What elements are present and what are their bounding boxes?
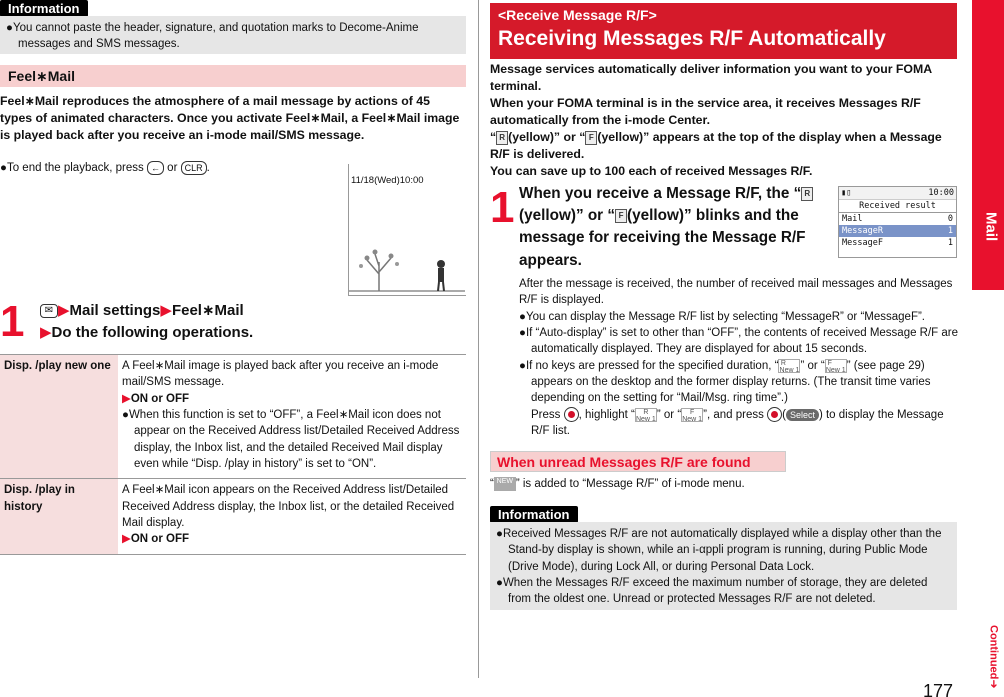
message-f-icon: F (585, 131, 597, 145)
info-label: Information (490, 506, 578, 523)
feel-mail-intro: Feel∗Mail reproduces the atmosphere of a mail message by actions of 45 types of animated characters. Once you activate Feel∗Mail, a Feel∗Mail image is played back after you receive an i-mode mail/SMS message. (0, 94, 460, 142)
new-message-f-icon: F New 1 (825, 359, 846, 374)
left-arrow-key-icon: ← (147, 161, 164, 175)
received-result-screen (838, 186, 957, 258)
info-box-right: ●Received Messages R/F are not automatically displayed while a display other than the Stand-by display is shown, while an i-αppli program is running, during Public Mode (Drive Mode), during Lock All, or during Personal Data Lock. ●When the Messages R/F exceed the maximum number of storage, they are deleted from the oldest one. Unread or protected Messages R/F are not deleted. (490, 522, 957, 610)
mail-key-icon: ✉ (40, 304, 58, 318)
clr-key-icon: CLR (181, 161, 207, 175)
step-number-right: 1 (490, 183, 515, 232)
screen-title: Received result (839, 200, 956, 213)
info-box-left: ●You cannot paste the header, signature, and quotation marks to Decome-Anime messages and SMS messages. (0, 16, 466, 54)
section-header-feel-mail (0, 65, 466, 87)
new-message-f-icon: F New 1 (682, 408, 703, 423)
header-title: Receiving Messages R/F Automatically (498, 26, 886, 50)
center-key-icon (767, 407, 782, 422)
screen-date: 11/18(Wed)10:00 (351, 175, 424, 186)
menu-feel-mail: Feel∗Mail (171, 302, 244, 319)
end-playback-note: ●To end the playback, press ← or CLR . (0, 162, 210, 174)
new-message-r-icon: R New 1 (635, 408, 656, 423)
list-item: Mail 0 (842, 214, 953, 225)
tree-character-illustration (349, 194, 465, 294)
column-divider (478, 0, 479, 678)
header-subtitle: <Receive Message R/F> (498, 7, 657, 23)
step-instruction-left: ✉ ▶Mail settings▶Feel∗Mail ▶Do the following operations. (40, 302, 254, 341)
signal-icon: ▮▯ (841, 188, 852, 198)
option-values: ON or OFF (130, 392, 189, 405)
options-table (0, 354, 466, 555)
page-number: 177 (923, 681, 954, 697)
option-values: ON or OFF (130, 533, 189, 546)
section-title: Feel∗Mail (8, 68, 75, 84)
message-r-icon: R (496, 131, 508, 145)
message-f-icon: F (615, 209, 627, 223)
option-label: Disp. /play new one (0, 355, 118, 479)
new-message-r-icon: R New 1 (779, 359, 800, 374)
section-header-unread: When unread Messages R/F are found (490, 451, 786, 472)
side-tab (972, 0, 1004, 290)
screen-time: 10:00 (928, 188, 954, 198)
menu-mail-settings: Mail settings (69, 302, 161, 319)
option-label: Disp. /play in history (0, 479, 118, 554)
message-r-icon: R (801, 187, 813, 201)
center-key-icon (564, 407, 579, 422)
table-row (0, 479, 466, 554)
step-details-right: After the message is received, the number of received mail messages and Messages R/F is displayed. ●You can display the Message R/F list by selecting “MessageR” or “MessageF”. ●If “Auto-display” is set to other than “OFF”, the contents of received Message R/F are automatically displayed. They are displayed for about 15 seconds. ●If no keys are pressed for the specified duration, “ R New 1” or “ F New 1” (see page 29) appears on the desktop and the former display returns. (The transit time varies depending on the setting for “Mail/Msg. ring time”.) Press , highlight “ R New 1” or “ F New 1”, and press ( Select ) to display the Message R/F list. (519, 278, 959, 437)
right-intro: Message services automatically deliver information you want to your FOMA terminal. When your FOMA terminal is in the service area, it receives Messages R/F automatically from the i-mode Center. “ R (yellow)” or “ F (yellow)” appears at the top of the display when a Message R/F is delivered. You can save up to 100 each of received Messages R/F. (490, 62, 942, 178)
step-instruction-right: When you receive a Message R/F, the “ R(yellow)” or “ F (yellow)” blinks and the message for receiving the Message R/F appears. (519, 183, 824, 272)
option-description: A Feel∗Mail icon appears on the Received Address list/Detailed Received Address display, the Inbox list, or the detailed Received Mail display. ▶ON or OFF (118, 479, 466, 554)
info-bullet-text: You cannot paste the header, signature, and quotation marks to Decome-Anime messages and SMS messages. (12, 22, 419, 51)
side-tab-label: Mail (982, 212, 1000, 242)
continued-label: Continued➜ (987, 625, 1000, 689)
option-description: A Feel∗Mail image is played back after you receive an i-mode mail/SMS message. ▶ON or OFF ●When this function is set to “OFF”, a Feel∗Mail icon does not appear on the Received Address list/Detailed Received Address display, the Inbox list, and the detailed Received Mail display even while “Disp. /play in history” is set to “ON”. (118, 355, 466, 479)
info-label: Information (0, 0, 88, 17)
screen-status-bar (839, 187, 956, 200)
step-number-left: 1 (0, 297, 25, 346)
new-badge-icon: NEW (494, 477, 516, 491)
table-row (0, 355, 466, 479)
list-item: MessageF 1 (842, 238, 953, 249)
unread-note: “ NEW ” is added to “Message R/F” of i-mode menu. (490, 477, 745, 490)
section-header-receive-message (490, 3, 957, 59)
select-softkey-icon: Select (786, 409, 819, 421)
list-item: MessageR 1 (839, 225, 956, 237)
feel-mail-screen-image (348, 164, 466, 296)
